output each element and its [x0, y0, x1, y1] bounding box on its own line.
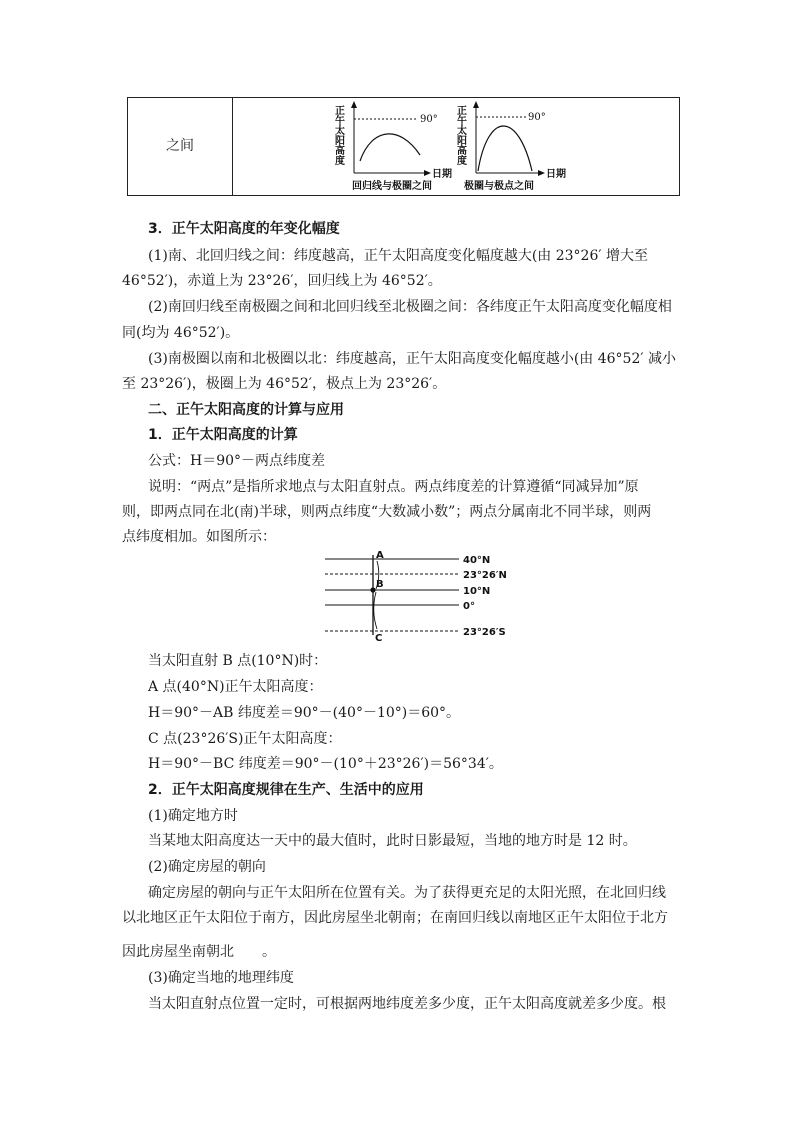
- point-c-label: C: [375, 633, 383, 644]
- graph1-ylabel: 正午太阳高度: [332, 105, 344, 165]
- part2-sub1: 1．正午太阳高度的计算: [148, 427, 298, 443]
- explain-line1: 说明：“两点”是指所求地点与太阳直射点。两点纬度差的计算遵循“同减异加”原: [148, 479, 639, 495]
- graph2-caption: 极圈与极点之间: [464, 181, 534, 192]
- section3-heading: 3．正午太阳高度的年变化幅度: [148, 221, 340, 237]
- table-divider: [232, 98, 233, 195]
- explain-line3: 点纬度相加。如图所示：: [122, 529, 276, 545]
- graph2-xlabel: 日期: [546, 169, 566, 180]
- graph1-xlabel: 日期: [432, 169, 452, 180]
- part2-heading: 二、正午太阳高度的计算与应用: [148, 402, 344, 418]
- app1-text: 当某地太阳高度达一天中的最大值时，此时日影最短，当地的地方时是 12 时。: [148, 833, 637, 849]
- point-a-label: A: [376, 550, 384, 561]
- graph-polar-circle-to-pole: [454, 101, 590, 192]
- graph-tropics-to-polar-circle: [332, 101, 468, 192]
- example-c-label: C 点(23°26′S)正午太阳高度：: [148, 731, 342, 747]
- app1-title: (1)确定地方时: [148, 808, 238, 824]
- zone-table: [127, 97, 680, 196]
- section3-p1-line2: 46°52′)，赤道上为 23°26′，回归线上为 46°52′。: [122, 273, 442, 289]
- lat-10n-label: 10°N: [463, 586, 491, 597]
- part2-sub2: 2．正午太阳高度规律在生产、生活中的应用: [148, 782, 424, 798]
- graph2-ylabel: 正午太阳高度: [454, 105, 466, 165]
- lat-40n-label: 40°N: [463, 555, 491, 566]
- graph1-caption: 回归线与极圈之间: [352, 181, 432, 192]
- section3-p1-line1: (1)南、北回归线之间：纬度越高，正午太阳高度变化幅度越大(由 23°26′ 增大至: [148, 248, 648, 264]
- example-c-calc: H＝90°－BC 纬度差＝90°－(10°＋23°26′)＝56°34′。: [148, 756, 503, 772]
- example-a-calc: H＝90°－AB 纬度差＝90°－(40°－10°)＝60°。: [148, 705, 461, 721]
- graph2-max-label: 90°: [528, 112, 546, 123]
- section3-p3-line2: 至 23°26′)，极圈上为 46°52′，极点上为 23°26′。: [122, 376, 447, 392]
- app3-line1: 当太阳直射点位置一定时，可根据两地纬度差多少度，正午太阳高度就差多少度。根: [148, 996, 666, 1012]
- lat-tropic-n-label: 23°26′N: [463, 570, 507, 581]
- graph1-max-label: 90°: [420, 114, 438, 125]
- app2-line1: 确定房屋的朝向与正午太阳所在位置有关。为了获得更充足的太阳光照，在北回归线: [148, 885, 666, 901]
- formula: 公式：H＝90°－两点纬度差: [148, 453, 326, 469]
- explain-line2: 则，即两点同在北(南)半球，则两点纬度“大数减小数”；两点分属南北不同半球，则两: [122, 504, 652, 520]
- table-row-label: 之间: [166, 138, 194, 154]
- example-intro: 当太阳直射 B 点(10°N)时：: [148, 653, 328, 669]
- section3-p2-line1: (2)南回归线至南极圈之间和北回归线至北极圈之间：各纬度正午太阳高度变化幅度相: [148, 299, 672, 315]
- app2-title: (2)确定房屋的朝向: [148, 859, 266, 875]
- latitude-figure: [325, 549, 525, 644]
- section3-p2-line2: 同(均为 46°52′)。: [122, 325, 240, 341]
- app3-title: (3)确定当地的地理纬度: [148, 970, 294, 986]
- lat-equator-label: 0°: [463, 601, 475, 612]
- lat-tropic-s-label: 23°26′S: [463, 627, 506, 638]
- point-b-label: B: [376, 579, 384, 590]
- app2-line3: 因此房屋坐南朝北 。: [122, 944, 276, 960]
- section3-p3-line1: (3)南极圈以南和北极圈以北：纬度越高，正午太阳高度变化幅度越小(由 46°52′ 减小: [148, 351, 676, 367]
- example-a-label: A 点(40°N)正午太阳高度：: [148, 679, 323, 695]
- app2-line2: 以北地区正午太阳位于南方，因此房屋坐北朝南；在南回归线以南地区正午太阳位于北方: [122, 910, 668, 926]
